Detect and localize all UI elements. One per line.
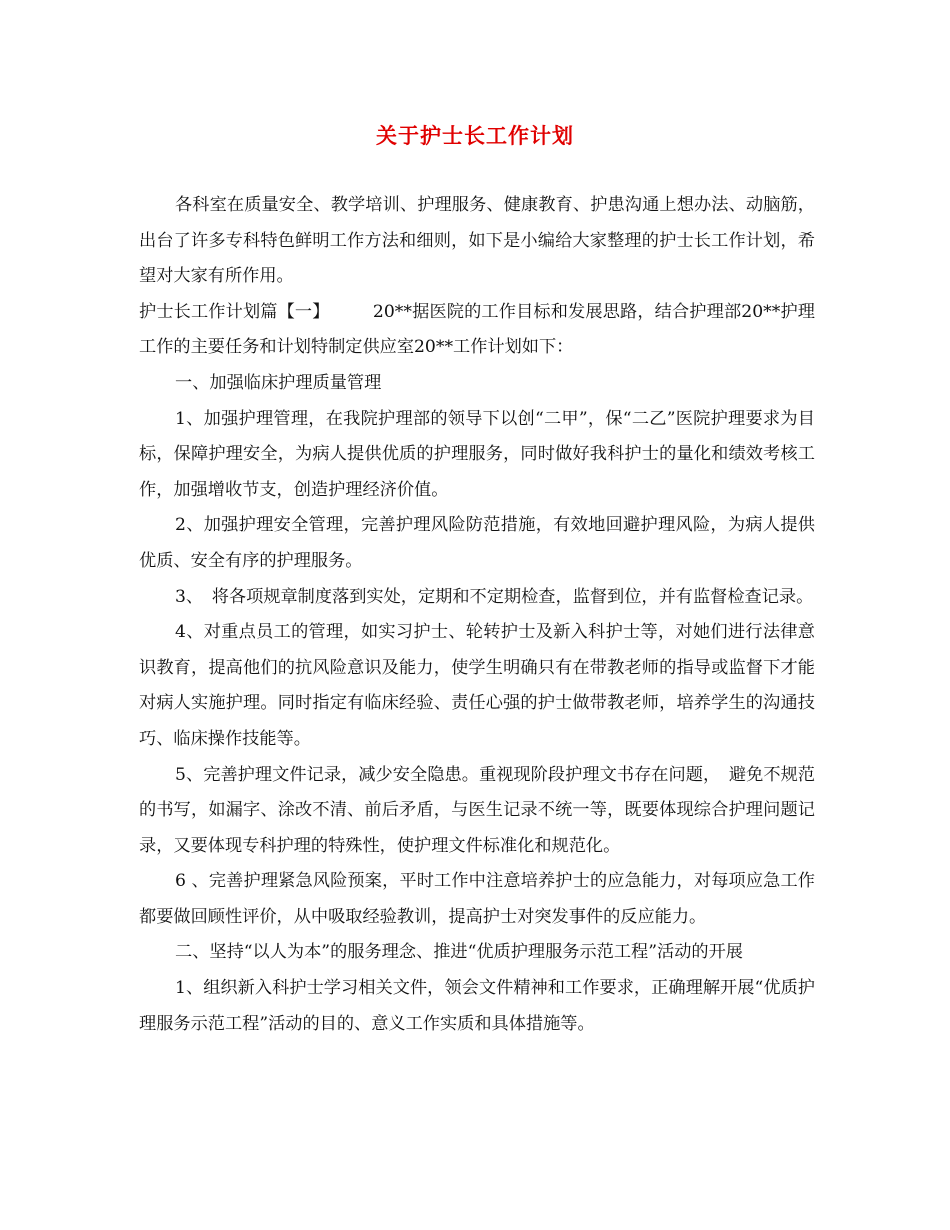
- paragraph: 一、加强临床护理质量管理: [175, 372, 382, 393]
- paragraph: 1、加强护理管理，在我院护理部的领导下以创“二甲”，保“二乙”医院护理要求为目标，保障护理安全，为病人提供优质的护理服务，同时做好我科护士的量化和绩效考核工作，加强增收节支，创造护理经济价值。: [139, 408, 815, 500]
- paragraph: 6 、完善护理紧急风险预案，平时工作中注意培养护士的应急能力，对每项应急工作都要做回顾性评价，从中吸取经验教训，提高护士对突发事件的反应能力。: [139, 871, 815, 927]
- paragraph: 3、 将各项规章制度落到实处，定期和不定期检查，监督到位，并有监督检查记录。: [175, 586, 814, 607]
- paragraph: 各科室在质量安全、教学培训、护理服务、健康教育、护患沟通上想办法、动脑筋，出台了许多专科特色鲜明工作方法和细则，如下是小编给大家整理的护士长工作计划，希望对大家有所作用。: [139, 195, 815, 287]
- document-body: [139, 188, 815, 1042]
- paragraph: 4、对重点员工的管理，如实习护士、轮转护士及新入科护士等，对她们进行法律意识教育，提高他们的抗风险意识及能力，使学生明确只有在带教老师的指导或监督下才能对病人实施护理。同时指定有临床经验、责任心强的护士做带教老师，培养学生的沟通技巧、临床操作技能等。: [139, 622, 815, 749]
- document-title: 关于护士长工作计划: [376, 123, 574, 148]
- paragraph: 二、坚持“以人为本”的服务理念、推进“优质护理服务示范工程”活动的开展: [175, 942, 743, 963]
- paragraph: 1、组织新入科护士学习相关文件，领会文件精神和工作要求，正确理解开展“优质护理服务示范工程”活动的目的、意义工作实质和具体措施等。: [139, 978, 815, 1034]
- paragraph: 5、完善护理文件记录，减少安全隐患。重视现阶段护理文书存在问题， 避免不规范的书写，如漏字、涂改不清、前后矛盾，与医生记录不统一等，既要体现综合护理问题记录，又要体现专科护理的特殊性，使护理文件标准化和规范化。: [139, 764, 815, 856]
- paragraph: 护士长工作计划篇【一】 20**据医院的工作目标和发展思路，结合护理部20**护理工作的主要任务和计划特制定供应室20**工作计划如下：: [139, 301, 815, 358]
- paragraph: 2、加强护理安全管理，完善护理风险防范措施，有效地回避护理风险，为病人提供优质、安全有序的护理服务。: [139, 515, 815, 571]
